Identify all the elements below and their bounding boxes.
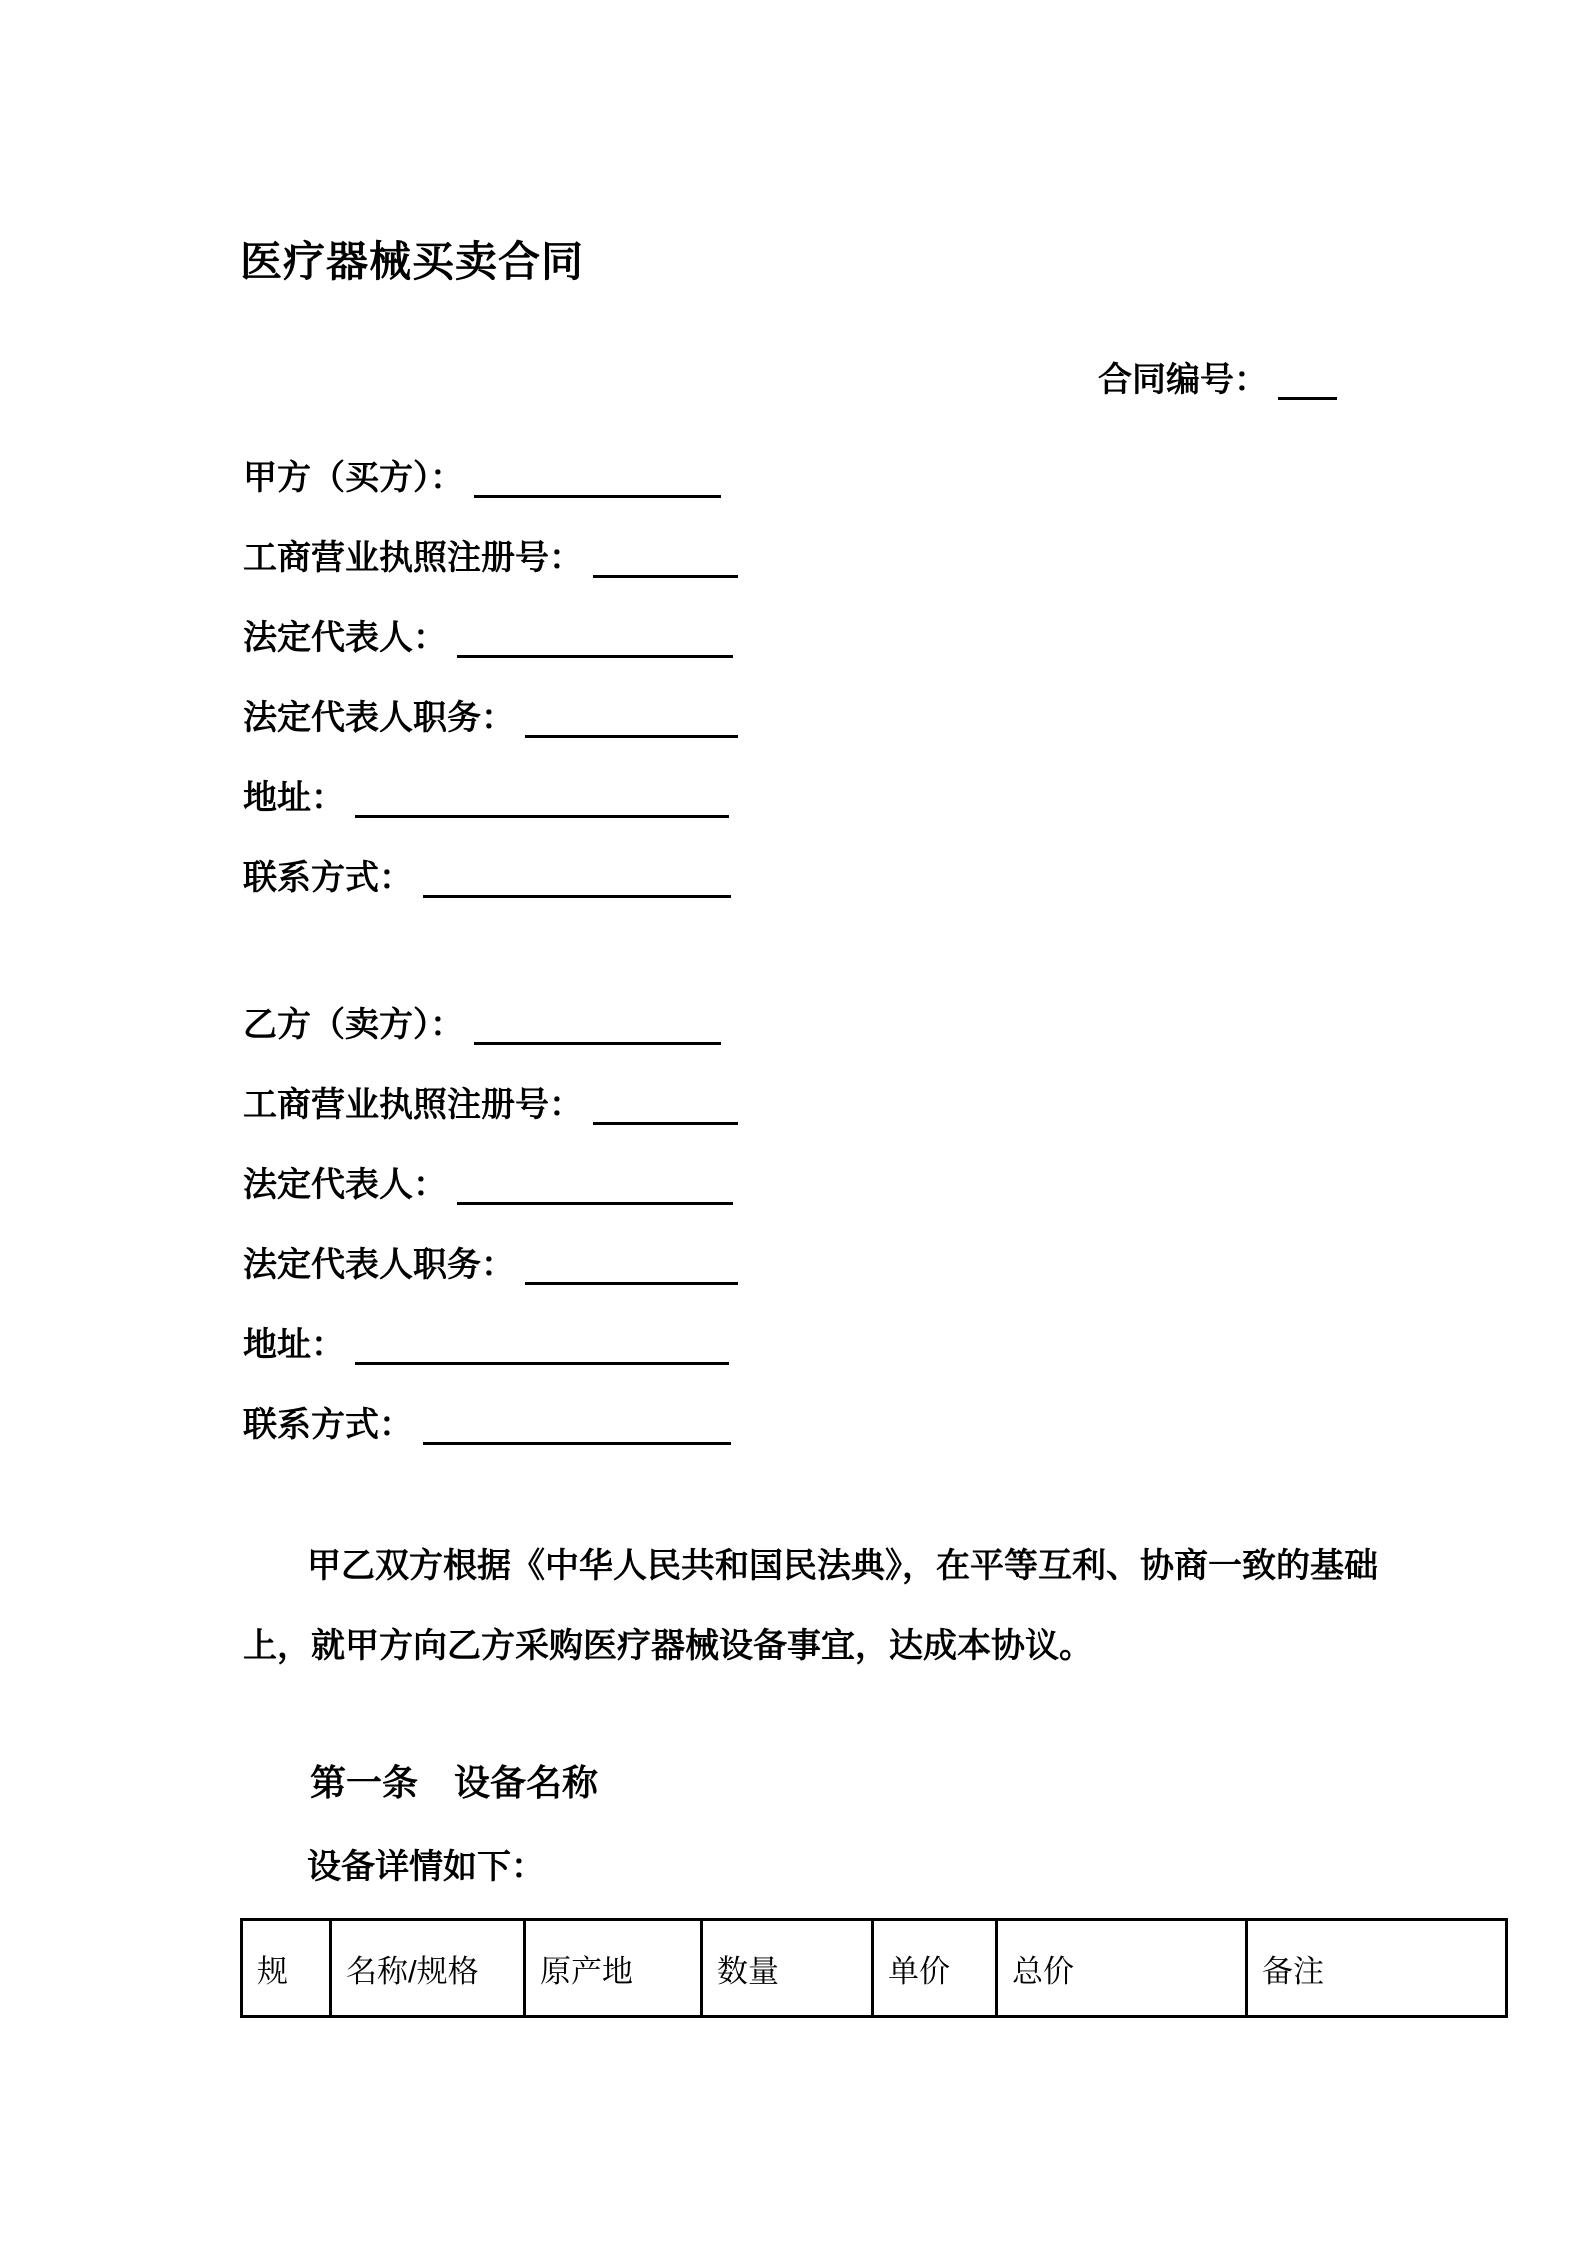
field-blank xyxy=(474,1036,721,1045)
field-label: 工商营业执照注册号： xyxy=(243,539,583,577)
party-a-address-row xyxy=(243,781,729,818)
party-a-representative-row xyxy=(243,621,733,658)
field-blank xyxy=(525,729,738,738)
field-label: 地址： xyxy=(243,1326,345,1364)
party-b-rep-position-row xyxy=(243,1248,738,1285)
field-blank xyxy=(525,1276,738,1285)
document-title: 医疗器械买卖合同 xyxy=(240,238,585,285)
table-header-remarks: 备注 xyxy=(1247,1920,1507,2017)
contract-number-blank xyxy=(1278,391,1337,400)
contract-number-row xyxy=(1098,363,1337,400)
preamble-paragraph xyxy=(243,1526,1393,1686)
table-header-spec: 规 xyxy=(242,1920,331,2017)
party-a-name-row xyxy=(243,461,721,498)
party-b-address-row xyxy=(243,1328,729,1365)
party-b-contact-row xyxy=(243,1408,731,1445)
field-blank xyxy=(593,569,738,578)
party-b-license-row xyxy=(243,1088,738,1125)
preamble-line-2: 上，就甲方向乙方采购医疗器械设备事宜，达成本协议。 xyxy=(243,1627,1093,1665)
article-1-heading: 第一条 设备名称 xyxy=(310,1762,599,1803)
field-label: 法定代表人职务： xyxy=(243,699,515,737)
table-header-total-price: 总价 xyxy=(997,1920,1247,2017)
field-blank xyxy=(457,649,733,658)
contract-number-label: 合同编号： xyxy=(1098,361,1268,399)
field-blank xyxy=(423,889,731,898)
party-b-representative-row xyxy=(243,1168,733,1205)
field-label: 乙方（卖方）： xyxy=(243,1006,464,1044)
field-blank xyxy=(593,1116,738,1125)
preamble-line-1: 甲乙双方根据《中华人民共和国民法典》，在平等互利、协商一致的基础 xyxy=(307,1547,1378,1585)
party-b-name-row xyxy=(243,1008,721,1045)
table-header-quantity: 数量 xyxy=(702,1920,873,2017)
equipment-table-header-row xyxy=(242,1920,1507,2017)
field-blank xyxy=(355,1356,729,1365)
field-label: 法定代表人： xyxy=(243,619,447,657)
equipment-table-intro: 设备详情如下： xyxy=(307,1848,545,1886)
party-a-rep-position-row xyxy=(243,701,738,738)
field-blank xyxy=(355,809,729,818)
field-label: 联系方式： xyxy=(243,859,413,897)
equipment-table xyxy=(240,1918,1508,2018)
field-label: 联系方式： xyxy=(243,1406,413,1444)
table-header-origin: 原产地 xyxy=(525,1920,702,2017)
field-blank xyxy=(423,1436,731,1445)
party-a-license-row xyxy=(243,541,738,578)
field-label: 法定代表人： xyxy=(243,1166,447,1204)
field-label: 法定代表人职务： xyxy=(243,1246,515,1284)
table-header-name-model: 名称/规格 xyxy=(331,1920,525,2017)
field-blank xyxy=(474,489,721,498)
field-label: 甲方（买方）： xyxy=(243,459,464,497)
field-label: 地址： xyxy=(243,779,345,817)
field-blank xyxy=(457,1196,733,1205)
party-a-contact-row xyxy=(243,861,731,898)
field-label: 工商营业执照注册号： xyxy=(243,1086,583,1124)
table-header-unit-price: 单价 xyxy=(873,1920,997,2017)
